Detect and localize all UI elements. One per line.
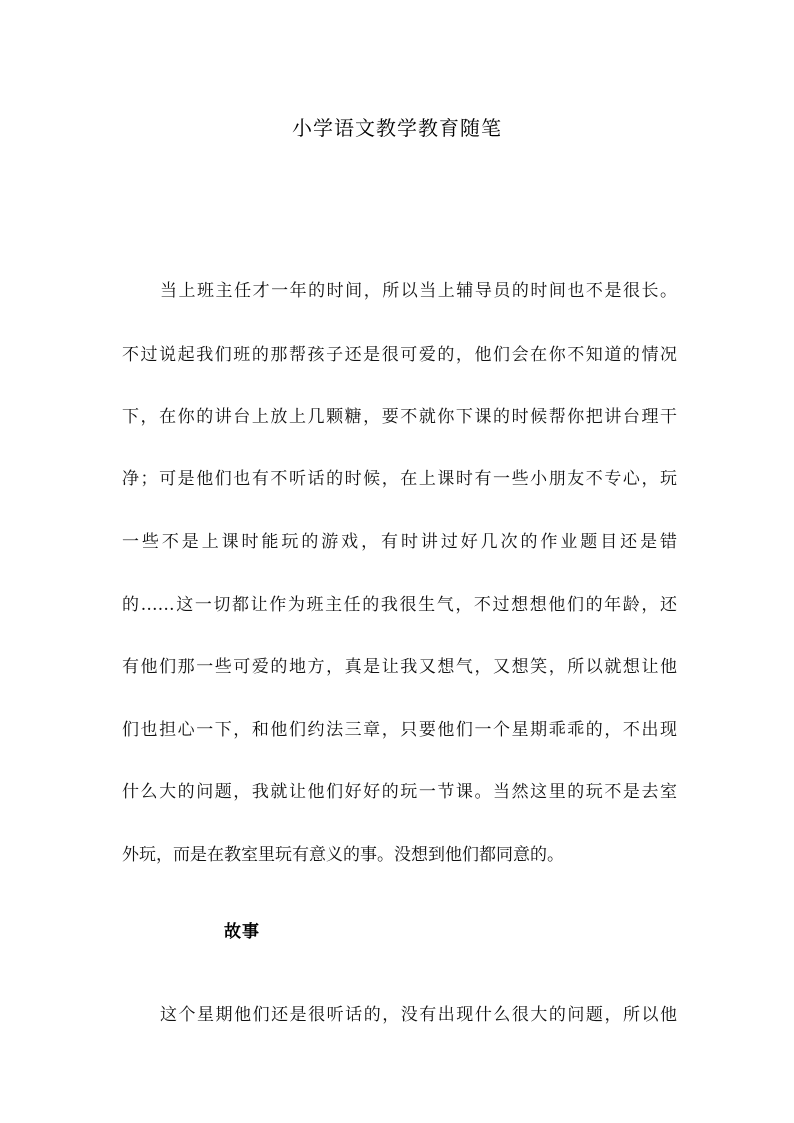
paragraph-line: 当上班主任才一年的时间，所以当上辅导员的时间也不是很长。	[160, 281, 677, 301]
paragraph-line: 下，在你的讲台上放上几颗糖，要不就你下课的时候帮你把讲台理干	[122, 407, 677, 427]
paragraph-line: 一些不是上课时能玩的游戏，有时讲过好几次的作业题目还是错	[122, 532, 677, 552]
paragraph-line: 们也担心一下，和他们约法三章，只要他们一个星期乖乖的，不出现	[122, 720, 677, 740]
paragraph-line: 什么大的问题，我就让他们好好的玩一节课。当然这里的玩不是去室	[122, 782, 677, 802]
paragraph-line: 的……这一切都让作为班主任的我很生气，不过想想他们的年龄，还	[122, 595, 677, 615]
document-title: 小学语文教学教育随笔	[292, 116, 502, 140]
paragraph-line: 不过说起我们班的那帮孩子还是很可爱的，他们会在你不知道的情况	[122, 345, 677, 365]
paragraph-line: 这个星期他们还是很听话的，没有出现什么很大的问题，所以他	[160, 1005, 677, 1025]
paragraph-line: 有他们那一些可爱的地方，真是让我又想气，又想笑，所以就想让他	[122, 657, 677, 677]
section-subheading: 故事	[224, 922, 260, 942]
paragraph-line: 外玩，而是在教室里玩有意义的事。没想到他们都同意的。	[122, 845, 564, 865]
paragraph-line: 净；可是他们也有不听话的时候，在上课时有一些小朋友不专心，玩	[122, 469, 677, 489]
